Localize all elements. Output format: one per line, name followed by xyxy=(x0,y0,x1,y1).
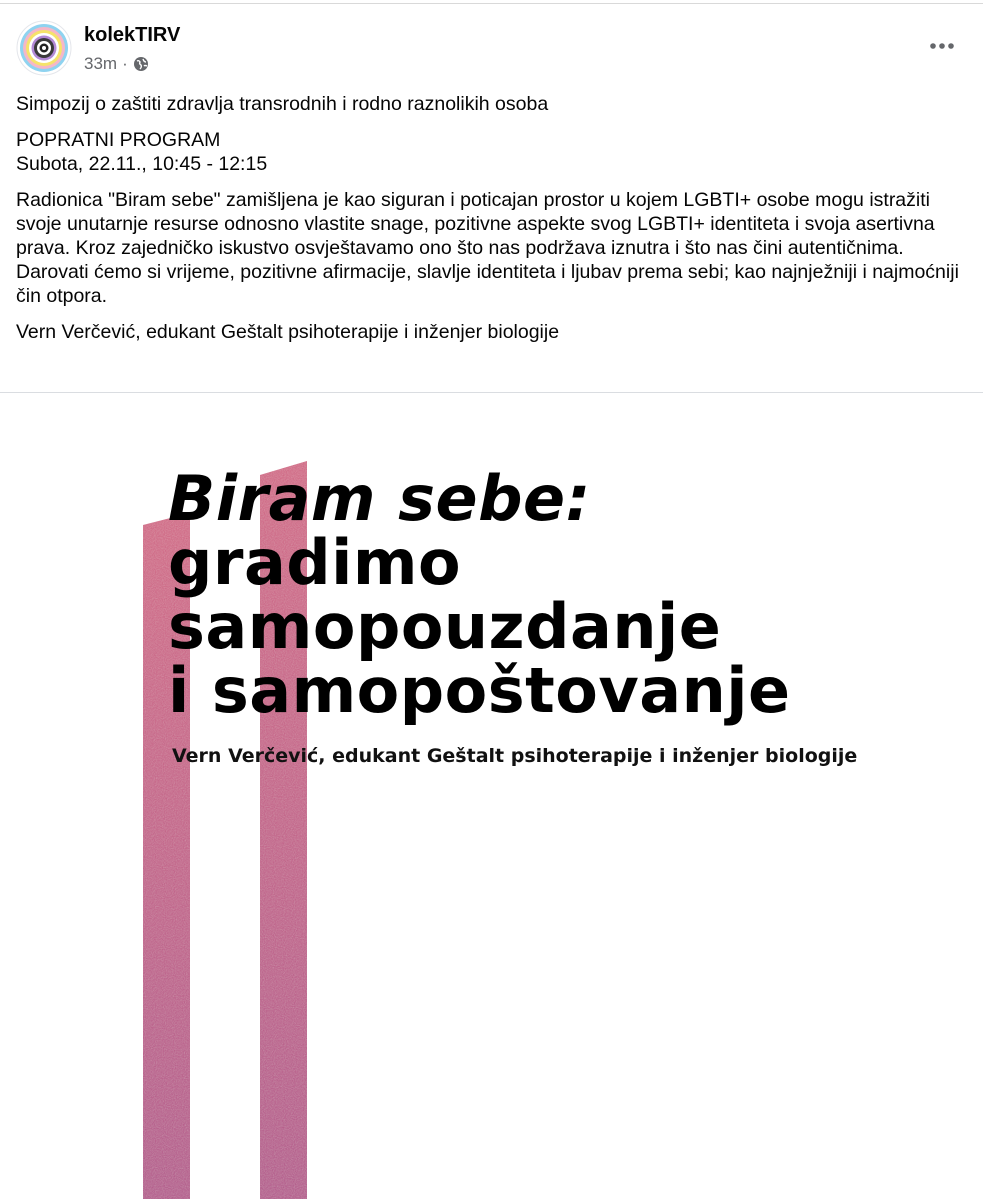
poster-title-line: gradimo xyxy=(168,526,462,599)
program-time: Subota, 22.11., 10:45 - 12:15 xyxy=(16,153,268,175)
meta-separator: · xyxy=(122,54,128,73)
author-name[interactable]: kolekTIRV xyxy=(84,24,181,46)
poster-title-italic: Biram sebe: xyxy=(168,462,591,535)
avatar-rings-logo xyxy=(16,20,72,76)
post-meta xyxy=(84,54,149,74)
post-header xyxy=(16,20,966,80)
post-text xyxy=(16,92,971,344)
poster-subtitle: Vern Verčević, edukant Geštalt psihoterapije i inženjer biologije xyxy=(172,745,858,767)
poster-title-line: samopouzdanje xyxy=(168,590,722,663)
post-text-line1: Simpozij o zaštiti zdravlja transrodnih i rodno raznolikih osoba xyxy=(16,93,549,115)
top-divider xyxy=(0,3,983,4)
more-horizontal-icon xyxy=(929,42,955,50)
poster-title xyxy=(168,462,791,727)
poster-title-line: i samopoštovanje xyxy=(168,654,791,727)
workshop-description: Radionica "Biram sebe" zamišljena je kao siguran i poticajan prostor u kojem LGBTI+ osobe mogu istražiti svoje unutarnje resurse odnosno vlastite snage, pozitivne aspekte svog LGBTI+ identiteta i svoja asertivna prava. Kroz zajedničko iskustvo osvještavamo ono što nas podržava iznutra i što nas čini autentičnima. Darovati ćemo si vrijeme, pozitivne afirmacije, slavlje identiteta i ljubav prema sebi; kao najnježniji i najmoćniji čin otpora. xyxy=(16,189,959,307)
post-signature: Vern Verčević, edukant Geštalt psihoterapije i inženjer biologije xyxy=(16,321,560,343)
avatar[interactable] xyxy=(16,20,72,76)
post-time[interactable]: 33m xyxy=(84,54,118,73)
program-block xyxy=(16,128,971,176)
globe-icon xyxy=(133,56,149,72)
post-image[interactable] xyxy=(0,393,983,1199)
more-options-button[interactable] xyxy=(924,32,960,60)
program-title: POPRATNI PROGRAM xyxy=(16,129,221,151)
